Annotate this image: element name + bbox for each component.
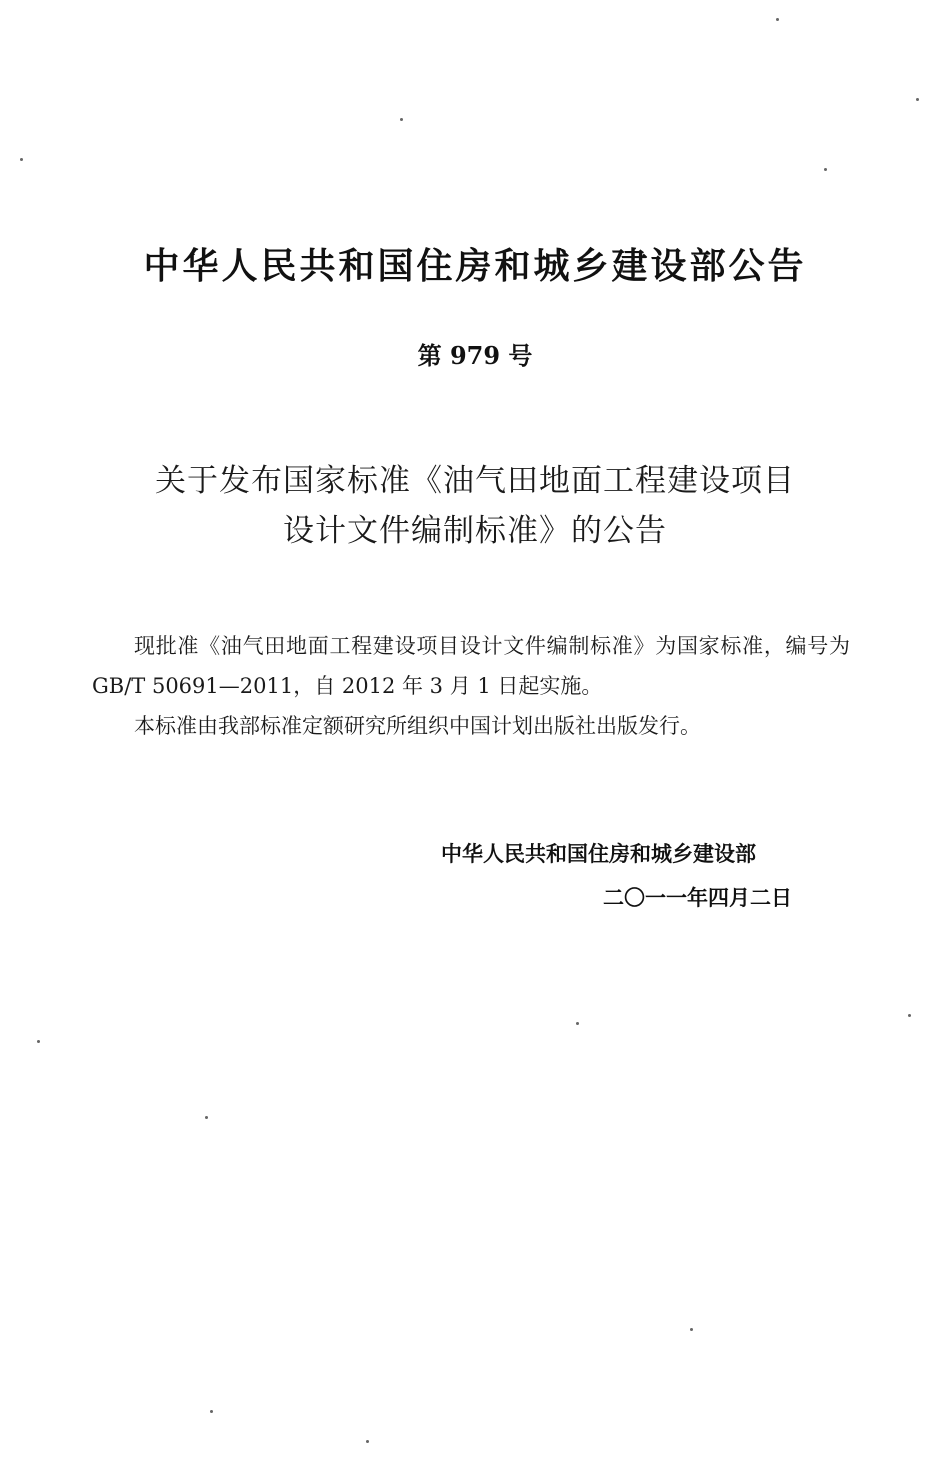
scan-speck (690, 1328, 693, 1331)
scan-speck (400, 118, 403, 121)
scan-speck (908, 1014, 911, 1017)
body-paragraph-1: 现批准《油气田地面工程建设项目设计文件编制标准》为国家标准，编号为 GB/T 50691—2011，自 2012 年 3 月 1 日起实施。 (92, 634, 850, 698)
scan-speck (37, 1040, 40, 1043)
announcement-number: 第 979 号 (417, 341, 533, 370)
scan-speck (916, 98, 919, 101)
issuer-title: 中华人民共和国住房和城乡建设部公告 (143, 246, 807, 287)
scan-speck (576, 1022, 579, 1025)
announcement-body (92, 626, 850, 746)
scan-speck (776, 18, 779, 21)
signature-date: 二〇一一年四月二日 (603, 886, 792, 910)
subject-line-1: 关于发布国家标准《油气田地面工程建设项目 (155, 463, 795, 499)
scan-speck (366, 1440, 369, 1443)
scan-speck (824, 168, 827, 171)
scan-speck (205, 1116, 208, 1119)
scan-speck (20, 158, 23, 161)
signature-block (441, 832, 792, 920)
body-paragraph-2: 本标准由我部标准定额研究所组织中国计划出版社出版发行。 (134, 714, 701, 738)
subject-line-2: 设计文件编制标准》的公告 (283, 513, 667, 549)
signature-org: 中华人民共和国住房和城乡建设部 (441, 842, 756, 866)
announcement-subject (0, 456, 950, 556)
scan-speck (210, 1410, 213, 1413)
